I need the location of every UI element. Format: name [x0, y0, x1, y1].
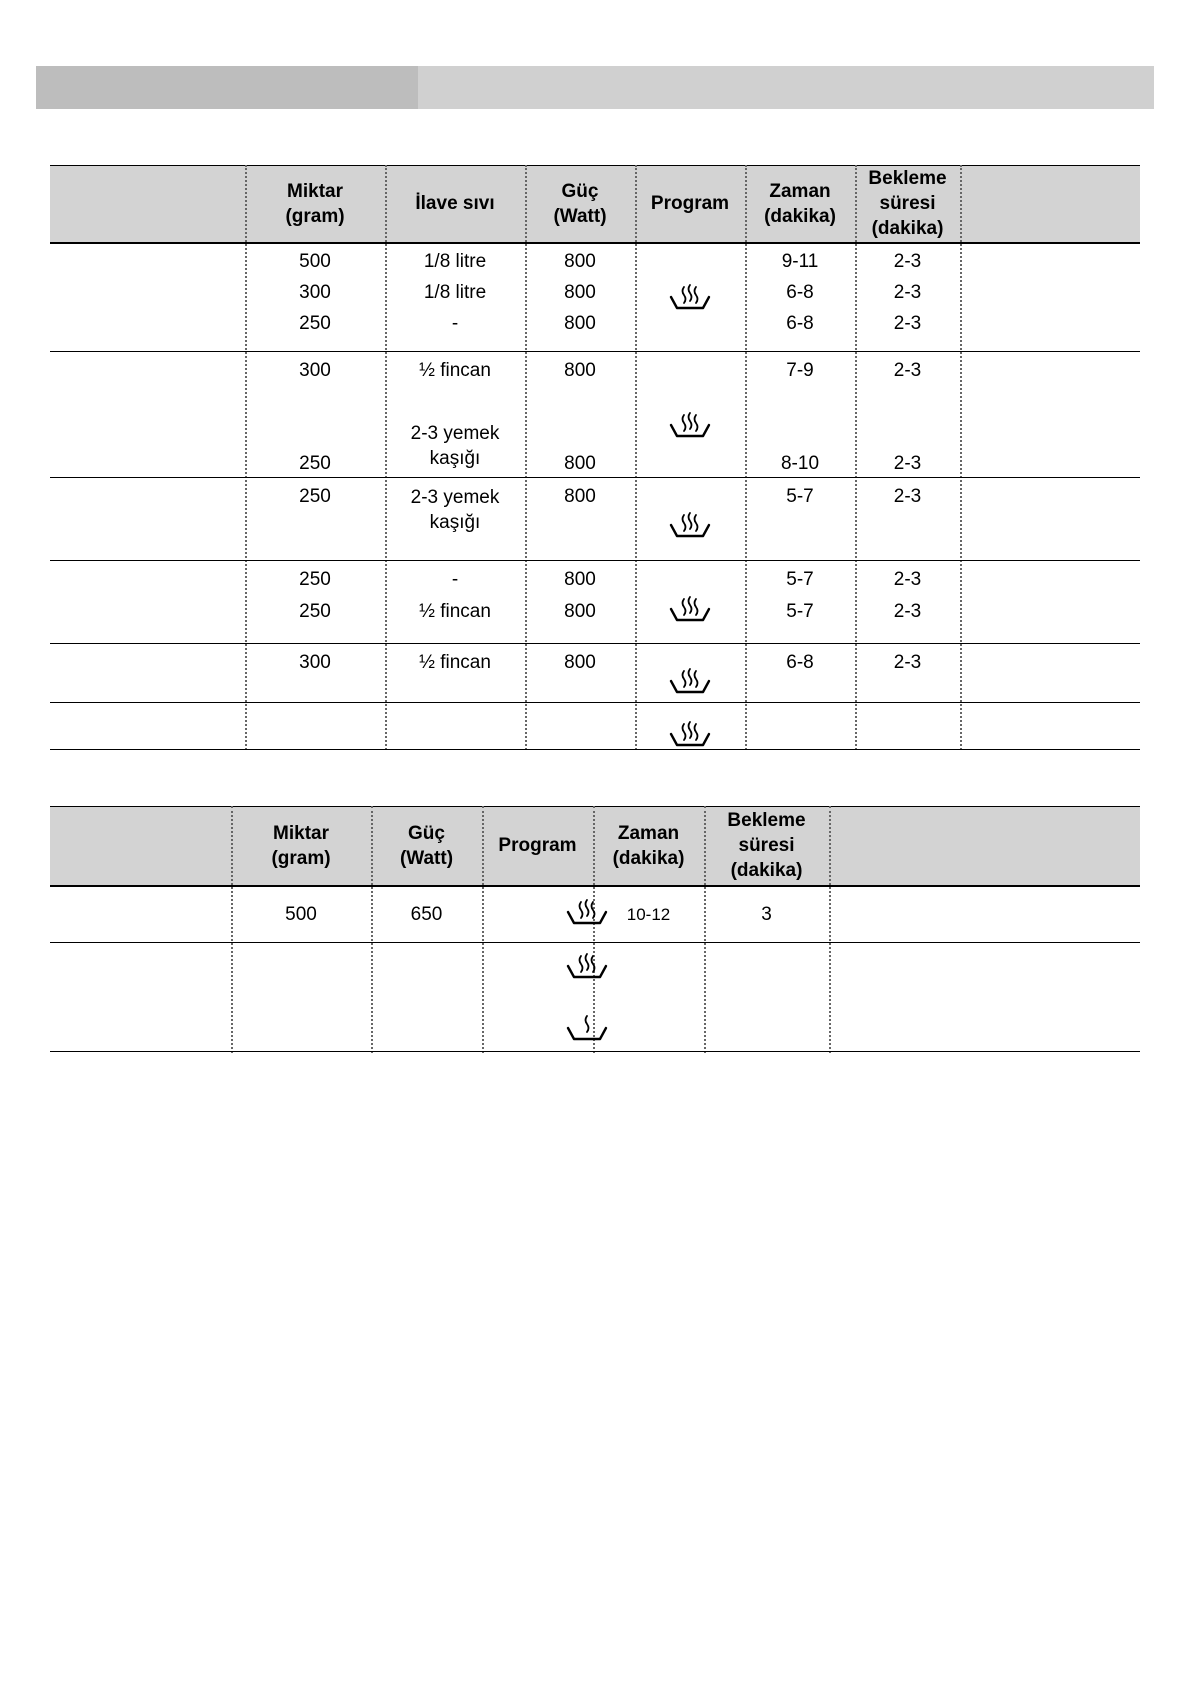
row-divider [50, 560, 1140, 561]
cell-zaman: 7-9 [786, 360, 814, 381]
cell-bekleme: 3 [761, 904, 772, 925]
header-zaman: Zaman (dakika) [764, 181, 836, 227]
steam-bowl-icon [668, 411, 712, 441]
cell-miktar: 300 [299, 282, 331, 303]
cell-guc: 800 [564, 601, 596, 622]
cell-bekleme: 2-3 [893, 486, 922, 507]
cell-miktar: 500 [299, 251, 331, 272]
column-divider [482, 806, 484, 1053]
header-program: Program [498, 835, 577, 856]
cell-zaman: 9-11 [781, 251, 819, 272]
cell-zaman: 10-12 [626, 905, 671, 924]
cell-guc: 650 [410, 904, 443, 925]
cell-guc: 800 [564, 652, 596, 673]
cooking-table-2 [50, 806, 1140, 1053]
column-divider [635, 165, 637, 750]
cell-ilave-sivi: ½ fincan [419, 360, 491, 381]
cell-zaman: 6-8 [786, 313, 814, 334]
row-divider [50, 643, 1140, 644]
row-divider [50, 1051, 1140, 1052]
cell-miktar: 500 [285, 904, 317, 925]
steam-bowl-icon [668, 511, 712, 541]
cell-bekleme: 2-3 [893, 313, 922, 334]
cell-guc: 800 [564, 453, 596, 474]
steam-bowl-icon [668, 720, 712, 750]
cell-ilave-sivi: ½ fincan [419, 652, 491, 673]
cell-guc: 800 [564, 251, 596, 272]
section-header-bar [36, 66, 1154, 109]
cell-bekleme: 2-3 [893, 601, 922, 622]
cell-ilave-sivi: - [451, 569, 459, 590]
header-miktar: Miktar (gram) [271, 823, 331, 869]
steam-bowl-icon [668, 283, 712, 313]
cell-zaman: 6-8 [786, 652, 814, 673]
cell-ilave-sivi: - [451, 313, 459, 334]
cell-miktar: 300 [299, 652, 331, 673]
cell-ilave-sivi: 2-3 yemek kaşığı [410, 423, 500, 469]
header-miktar: Miktar (gram) [285, 181, 345, 227]
single-steam-bowl-icon [565, 1014, 609, 1044]
cell-bekleme: 2-3 [893, 251, 922, 272]
row-divider [50, 351, 1140, 352]
cell-ilave-sivi: 1/8 litre [423, 282, 487, 303]
header-bekleme: Bekleme süresi (dakika) [868, 168, 947, 239]
steam-bowl-icon [565, 952, 609, 982]
column-divider [960, 165, 962, 750]
cell-guc: 800 [564, 282, 596, 303]
column-divider [704, 806, 706, 1053]
header-guc: Güç (Watt) [399, 823, 454, 869]
cell-guc: 800 [564, 313, 596, 334]
cell-zaman: 5-7 [786, 569, 814, 590]
column-divider [371, 806, 373, 1053]
row-divider [50, 942, 1140, 943]
row-divider [50, 702, 1140, 703]
cell-zaman: 6-8 [786, 282, 814, 303]
steam-bowl-icon [668, 667, 712, 697]
cell-bekleme: 2-3 [893, 652, 922, 673]
cell-zaman: 5-7 [786, 486, 814, 507]
header-zaman: Zaman (dakika) [612, 823, 685, 869]
cell-ilave-sivi: ½ fincan [419, 601, 491, 622]
cell-bekleme: 2-3 [893, 360, 922, 381]
cell-ilave-sivi: 2-3 yemek kaşığı [410, 487, 500, 533]
cell-zaman: 5-7 [786, 601, 814, 622]
header-bekleme: Bekleme süresi (dakika) [727, 810, 806, 881]
header-ilave-sivi: İlave sıvı [415, 193, 495, 214]
cell-miktar: 250 [299, 569, 331, 590]
cell-ilave-sivi: 1/8 litre [423, 251, 487, 272]
section-header-tab [36, 66, 418, 109]
header-program: Program [650, 193, 730, 214]
row-divider [50, 749, 1140, 750]
column-divider [231, 806, 233, 1053]
cell-miktar: 250 [299, 453, 331, 474]
cell-zaman: 8-10 [780, 453, 820, 474]
cell-bekleme: 2-3 [893, 569, 922, 590]
cell-miktar: 300 [299, 360, 331, 381]
cooking-table-1 [50, 165, 1140, 750]
cell-miktar: 250 [299, 486, 331, 507]
steam-bowl-icon [668, 595, 712, 625]
cell-guc: 800 [564, 360, 596, 381]
cell-bekleme: 2-3 [893, 453, 922, 474]
cell-miktar: 250 [299, 601, 331, 622]
cell-miktar: 250 [299, 313, 331, 334]
row-divider [50, 477, 1140, 478]
column-divider [829, 806, 831, 1053]
cell-bekleme: 2-3 [893, 282, 922, 303]
cell-guc: 800 [564, 569, 596, 590]
header-guc: Güç (Watt) [553, 181, 607, 227]
cell-guc: 800 [564, 486, 596, 507]
